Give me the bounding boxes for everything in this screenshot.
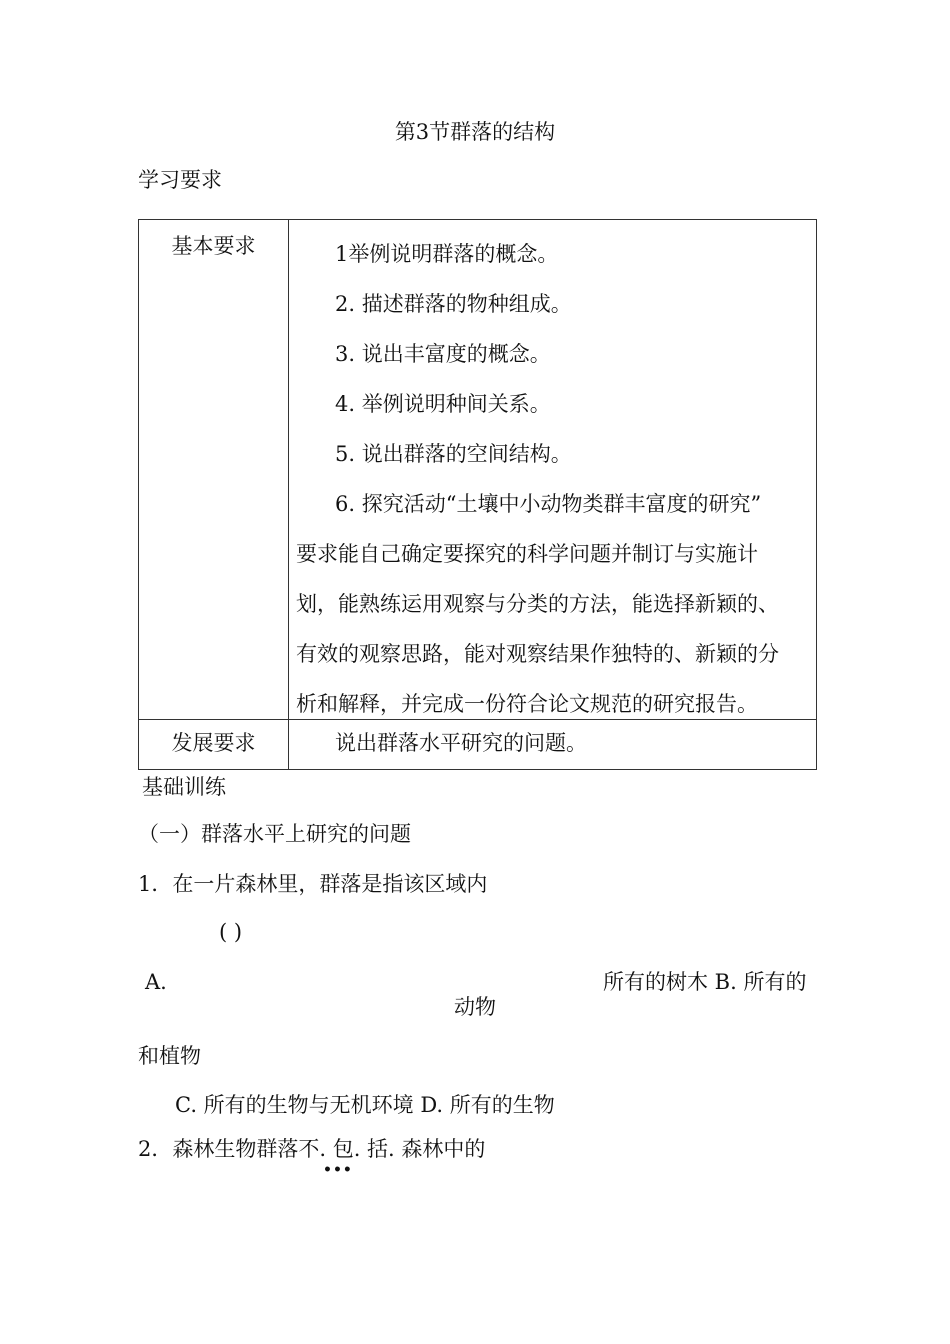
basic-item: 有效的观察思路，能对观察结果作独特的、新颖的分 [296,642,779,666]
question-1-option-a-text: 所有的树木 B. 所有的 [603,970,807,994]
question-1-stem: 1．在一片森林里，群落是指该区域内 [138,872,488,896]
basic-item: 析和解释，并完成一份符合论文规范的研究报告。 [296,692,758,716]
question-1-option-a-label: A. [145,970,167,994]
question-1-option-b-continuation: 和植物 [138,1044,201,1068]
question-1-option-a-wrap: 动物 [454,995,496,1019]
basic-item: 4. 举例说明种间关系。 [335,392,551,416]
basic-item: 要求能自己确定要探究的科学问题并制订与实施计 [296,542,758,566]
basic-item: 6. 探究活动“土壤中小动物类群丰富度的研究” [335,492,762,516]
basic-item: 2. 描述群落的物种组成。 [335,292,572,316]
section-heading-requirements: 学习要求 [138,168,222,192]
basic-requirements-label: 基本要求 [171,234,256,258]
question-1-options-c-d: C. 所有的生物与无机环境 D. 所有的生物 [175,1093,555,1117]
question-2-stem: 2．森林生物群落不. 包. 括. 森林中的 [138,1137,486,1161]
table-column-divider [288,220,289,769]
subsection-heading: （一）群落水平上研究的问题 [138,822,411,846]
development-requirements-label: 发展要求 [171,731,256,755]
section-heading-basic-training: 基础训练 [142,775,226,799]
development-requirement-text: 说出群落水平研究的问题。 [335,731,587,755]
basic-item: 划，能熟练运用观察与分类的方法，能选择新颖的、 [296,592,779,616]
table-row-divider [139,719,816,720]
requirements-table [138,219,817,770]
page-title: 第3节群落的结构 [394,120,556,144]
basic-item: 5. 说出群落的空间结构。 [335,442,572,466]
basic-item: 1举例说明群落的概念。 [335,242,559,266]
emphasis-dots: ••• [323,1162,353,1178]
basic-item: 3. 说出丰富度的概念。 [335,342,551,366]
question-1-answer-blank: ( ) [219,920,243,944]
